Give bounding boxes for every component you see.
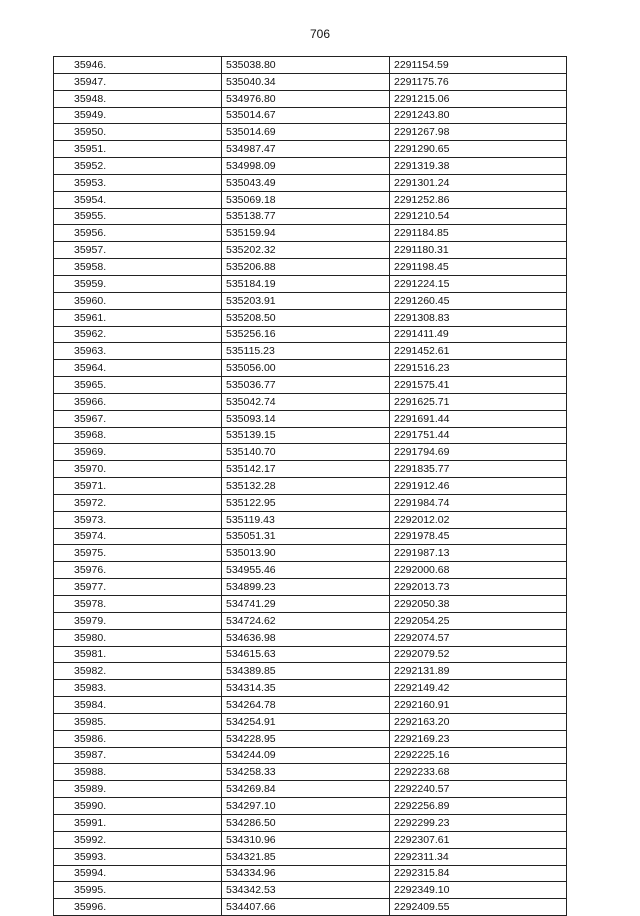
point-number-cell: 35983.: [54, 680, 222, 697]
point-number-cell: 35953.: [54, 174, 222, 191]
point-number-cell: 35988.: [54, 764, 222, 781]
table-row: [54, 292, 567, 309]
table-row: [54, 73, 567, 90]
table-row: [54, 343, 567, 360]
x-coordinate-cell: 534342.53: [222, 882, 390, 899]
x-coordinate-cell: 535184.19: [222, 275, 390, 292]
table-row: [54, 848, 567, 865]
y-coordinate-cell: 2292169.23: [390, 730, 567, 747]
y-coordinate-cell: 2292050.38: [390, 596, 567, 613]
table-row: [54, 730, 567, 747]
y-coordinate-cell: 2291308.83: [390, 309, 567, 326]
page-number: 706: [309, 27, 331, 41]
table-row: [54, 444, 567, 461]
y-coordinate-cell: 2291224.15: [390, 275, 567, 292]
table-row: [54, 275, 567, 292]
y-coordinate-cell: 2292240.57: [390, 781, 567, 798]
x-coordinate-cell: 535036.77: [222, 377, 390, 394]
y-coordinate-cell: 2292079.52: [390, 646, 567, 663]
x-coordinate-cell: 534741.29: [222, 596, 390, 613]
x-coordinate-cell: 535119.43: [222, 511, 390, 528]
table-row: [54, 461, 567, 478]
point-number-cell: 35975.: [54, 545, 222, 562]
coordinates-table-body: [54, 57, 567, 916]
x-coordinate-cell: 534286.50: [222, 814, 390, 831]
x-coordinate-cell: 535115.23: [222, 343, 390, 360]
point-number-cell: 35958.: [54, 259, 222, 276]
table-row: [54, 781, 567, 798]
table-row: [54, 309, 567, 326]
point-number-cell: 35989.: [54, 781, 222, 798]
y-coordinate-cell: 2291319.38: [390, 158, 567, 175]
x-coordinate-cell: 535142.17: [222, 461, 390, 478]
table-row: [54, 259, 567, 276]
x-coordinate-cell: 535206.88: [222, 259, 390, 276]
point-number-cell: 35980.: [54, 629, 222, 646]
x-coordinate-cell: 534998.09: [222, 158, 390, 175]
y-coordinate-cell: 2292054.25: [390, 612, 567, 629]
table-row: [54, 360, 567, 377]
y-coordinate-cell: 2292307.61: [390, 831, 567, 848]
table-row: [54, 713, 567, 730]
x-coordinate-cell: 534636.98: [222, 629, 390, 646]
x-coordinate-cell: 535203.91: [222, 292, 390, 309]
x-coordinate-cell: 534310.96: [222, 831, 390, 848]
y-coordinate-cell: 2292225.16: [390, 747, 567, 764]
point-number-cell: 35976.: [54, 562, 222, 579]
y-coordinate-cell: 2292149.42: [390, 680, 567, 697]
y-coordinate-cell: 2292000.68: [390, 562, 567, 579]
table-row: [54, 124, 567, 141]
y-coordinate-cell: 2291794.69: [390, 444, 567, 461]
y-coordinate-cell: 2291452.61: [390, 343, 567, 360]
point-number-cell: 35984.: [54, 697, 222, 714]
y-coordinate-cell: 2292160.91: [390, 697, 567, 714]
x-coordinate-cell: 534244.09: [222, 747, 390, 764]
x-coordinate-cell: 535122.95: [222, 494, 390, 511]
x-coordinate-cell: 535202.32: [222, 242, 390, 259]
y-coordinate-cell: 2291984.74: [390, 494, 567, 511]
table-row: [54, 899, 567, 916]
table-row: [54, 814, 567, 831]
table-row: [54, 174, 567, 191]
y-coordinate-cell: 2291175.76: [390, 73, 567, 90]
y-coordinate-cell: 2292131.89: [390, 663, 567, 680]
y-coordinate-cell: 2291625.71: [390, 393, 567, 410]
point-number-cell: 35982.: [54, 663, 222, 680]
table-row: [54, 596, 567, 613]
point-number-cell: 35946.: [54, 57, 222, 74]
table-row: [54, 326, 567, 343]
point-number-cell: 35961.: [54, 309, 222, 326]
y-coordinate-cell: 2292074.57: [390, 629, 567, 646]
x-coordinate-cell: 534314.35: [222, 680, 390, 697]
table-row: [54, 697, 567, 714]
point-number-cell: 35952.: [54, 158, 222, 175]
table-row: [54, 427, 567, 444]
x-coordinate-cell: 535132.28: [222, 478, 390, 495]
table-row: [54, 663, 567, 680]
point-number-cell: 35969.: [54, 444, 222, 461]
y-coordinate-cell: 2291290.65: [390, 141, 567, 158]
y-coordinate-cell: 2292256.89: [390, 798, 567, 815]
y-coordinate-cell: 2291691.44: [390, 410, 567, 427]
y-coordinate-cell: 2291987.13: [390, 545, 567, 562]
table-row: [54, 747, 567, 764]
table-row: [54, 562, 567, 579]
point-number-cell: 35978.: [54, 596, 222, 613]
point-number-cell: 35992.: [54, 831, 222, 848]
point-number-cell: 35951.: [54, 141, 222, 158]
point-number-cell: 35973.: [54, 511, 222, 528]
y-coordinate-cell: 2292163.20: [390, 713, 567, 730]
point-number-cell: 35954.: [54, 191, 222, 208]
x-coordinate-cell: 534264.78: [222, 697, 390, 714]
x-coordinate-cell: 535256.16: [222, 326, 390, 343]
y-coordinate-cell: 2292299.23: [390, 814, 567, 831]
point-number-cell: 35960.: [54, 292, 222, 309]
x-coordinate-cell: 535042.74: [222, 393, 390, 410]
y-coordinate-cell: 2291516.23: [390, 360, 567, 377]
y-coordinate-cell: 2291260.45: [390, 292, 567, 309]
point-number-cell: 35977.: [54, 579, 222, 596]
table-row: [54, 680, 567, 697]
table-row: [54, 158, 567, 175]
point-number-cell: 35963.: [54, 343, 222, 360]
x-coordinate-cell: 535014.67: [222, 107, 390, 124]
table-row: [54, 90, 567, 107]
y-coordinate-cell: 2291210.54: [390, 208, 567, 225]
y-coordinate-cell: 2292012.02: [390, 511, 567, 528]
y-coordinate-cell: 2291978.45: [390, 528, 567, 545]
y-coordinate-cell: 2292349.10: [390, 882, 567, 899]
point-number-cell: 35979.: [54, 612, 222, 629]
y-coordinate-cell: 2292409.55: [390, 899, 567, 916]
x-coordinate-cell: 535069.18: [222, 191, 390, 208]
x-coordinate-cell: 535038.80: [222, 57, 390, 74]
x-coordinate-cell: 535014.69: [222, 124, 390, 141]
y-coordinate-cell: 2291243.80: [390, 107, 567, 124]
y-coordinate-cell: 2291252.86: [390, 191, 567, 208]
point-number-cell: 35987.: [54, 747, 222, 764]
x-coordinate-cell: 535140.70: [222, 444, 390, 461]
x-coordinate-cell: 534955.46: [222, 562, 390, 579]
x-coordinate-cell: 534976.80: [222, 90, 390, 107]
y-coordinate-cell: 2292315.84: [390, 865, 567, 882]
table-row: [54, 579, 567, 596]
y-coordinate-cell: 2291267.98: [390, 124, 567, 141]
point-number-cell: 35957.: [54, 242, 222, 259]
coordinates-table: [53, 56, 567, 916]
y-coordinate-cell: 2291154.59: [390, 57, 567, 74]
point-number-cell: 35970.: [54, 461, 222, 478]
point-number-cell: 35991.: [54, 814, 222, 831]
y-coordinate-cell: 2292013.73: [390, 579, 567, 596]
table-row: [54, 494, 567, 511]
table-row: [54, 511, 567, 528]
x-coordinate-cell: 535013.90: [222, 545, 390, 562]
point-number-cell: 35964.: [54, 360, 222, 377]
x-coordinate-cell: 534269.84: [222, 781, 390, 798]
table-row: [54, 882, 567, 899]
table-row: [54, 528, 567, 545]
point-number-cell: 35993.: [54, 848, 222, 865]
table-row: [54, 629, 567, 646]
x-coordinate-cell: 535040.34: [222, 73, 390, 90]
table-row: [54, 377, 567, 394]
point-number-cell: 35974.: [54, 528, 222, 545]
x-coordinate-cell: 535208.50: [222, 309, 390, 326]
y-coordinate-cell: 2291301.24: [390, 174, 567, 191]
point-number-cell: 35947.: [54, 73, 222, 90]
y-coordinate-cell: 2291575.41: [390, 377, 567, 394]
table-row: [54, 225, 567, 242]
point-number-cell: 35971.: [54, 478, 222, 495]
x-coordinate-cell: 535159.94: [222, 225, 390, 242]
table-row: [54, 764, 567, 781]
y-coordinate-cell: 2291215.06: [390, 90, 567, 107]
point-number-cell: 35959.: [54, 275, 222, 292]
point-number-cell: 35956.: [54, 225, 222, 242]
table-row: [54, 410, 567, 427]
table-row: [54, 798, 567, 815]
point-number-cell: 35981.: [54, 646, 222, 663]
y-coordinate-cell: 2292233.68: [390, 764, 567, 781]
x-coordinate-cell: 535093.14: [222, 410, 390, 427]
x-coordinate-cell: 535056.00: [222, 360, 390, 377]
table-row: [54, 393, 567, 410]
table-row: [54, 646, 567, 663]
x-coordinate-cell: 535051.31: [222, 528, 390, 545]
y-coordinate-cell: 2291184.85: [390, 225, 567, 242]
point-number-cell: 35965.: [54, 377, 222, 394]
y-coordinate-cell: 2291411.49: [390, 326, 567, 343]
point-number-cell: 35986.: [54, 730, 222, 747]
y-coordinate-cell: 2292311.34: [390, 848, 567, 865]
x-coordinate-cell: 535043.49: [222, 174, 390, 191]
x-coordinate-cell: 534258.33: [222, 764, 390, 781]
table-row: [54, 612, 567, 629]
x-coordinate-cell: 534254.91: [222, 713, 390, 730]
y-coordinate-cell: 2291751.44: [390, 427, 567, 444]
point-number-cell: 35996.: [54, 899, 222, 916]
point-number-cell: 35968.: [54, 427, 222, 444]
y-coordinate-cell: 2291912.46: [390, 478, 567, 495]
x-coordinate-cell: 534724.62: [222, 612, 390, 629]
x-coordinate-cell: 535138.77: [222, 208, 390, 225]
y-coordinate-cell: 2291198.45: [390, 259, 567, 276]
y-coordinate-cell: 2291835.77: [390, 461, 567, 478]
x-coordinate-cell: 534899.23: [222, 579, 390, 596]
table-row: [54, 208, 567, 225]
table-row: [54, 191, 567, 208]
x-coordinate-cell: 534389.85: [222, 663, 390, 680]
table-row: [54, 242, 567, 259]
x-coordinate-cell: 534407.66: [222, 899, 390, 916]
y-coordinate-cell: 2291180.31: [390, 242, 567, 259]
point-number-cell: 35955.: [54, 208, 222, 225]
x-coordinate-cell: 534334.96: [222, 865, 390, 882]
x-coordinate-cell: 534228.95: [222, 730, 390, 747]
point-number-cell: 35990.: [54, 798, 222, 815]
table-row: [54, 141, 567, 158]
x-coordinate-cell: 534987.47: [222, 141, 390, 158]
point-number-cell: 35995.: [54, 882, 222, 899]
table-row: [54, 57, 567, 74]
point-number-cell: 35967.: [54, 410, 222, 427]
point-number-cell: 35994.: [54, 865, 222, 882]
table-row: [54, 545, 567, 562]
x-coordinate-cell: 534297.10: [222, 798, 390, 815]
point-number-cell: 35949.: [54, 107, 222, 124]
point-number-cell: 35950.: [54, 124, 222, 141]
x-coordinate-cell: 535139.15: [222, 427, 390, 444]
x-coordinate-cell: 534615.63: [222, 646, 390, 663]
point-number-cell: 35962.: [54, 326, 222, 343]
point-number-cell: 35972.: [54, 494, 222, 511]
point-number-cell: 35985.: [54, 713, 222, 730]
point-number-cell: 35966.: [54, 393, 222, 410]
x-coordinate-cell: 534321.85: [222, 848, 390, 865]
table-row: [54, 831, 567, 848]
table-row: [54, 865, 567, 882]
table-row: [54, 107, 567, 124]
point-number-cell: 35948.: [54, 90, 222, 107]
table-row: [54, 478, 567, 495]
